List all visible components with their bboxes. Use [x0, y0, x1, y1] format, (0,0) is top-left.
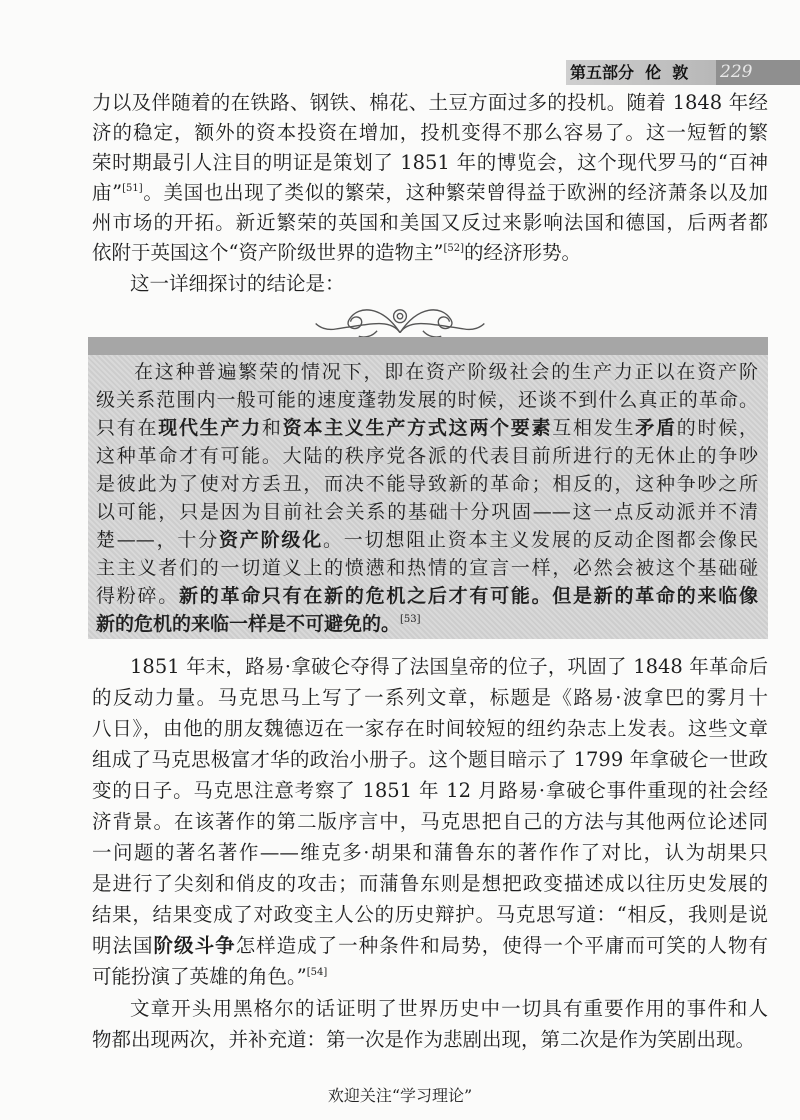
text-span: 力以及伴随着的在铁路、钢铁、棉花、土豆方面过多的投机。随着 1848 年经	[92, 91, 768, 114]
emphasis-text: 阶级斗争	[153, 934, 236, 957]
text-span: 济的稳定，额外的资本投资在增加，投机变得不那么容易了。这一短暂的繁	[92, 121, 768, 144]
text-line	[92, 208, 768, 238]
text-span: 的时候，	[676, 417, 758, 439]
text-line	[96, 554, 758, 582]
text-span: 变的日子。马克思注意考察了 1851 年 12 月路易·拿破仑事件重现的社会经	[92, 779, 768, 802]
text-span: 。美国也出现了类似的繁荣，这种繁荣曾得益于欧洲的经济萧条以及加	[142, 181, 768, 204]
footnote-ref: [51]	[122, 183, 143, 194]
quote-band	[88, 337, 768, 355]
text-span: 1851 年末，路易·拿破仑夺得了法国皇帝的位子，巩固了 1848 年革命后	[130, 655, 768, 678]
text-span: 是彼此为了使对方丢丑，而决不能导致新的革命；相反的，这种争吵之所	[96, 473, 758, 495]
page-number: 229	[716, 60, 800, 85]
text-span: 楚——，十分	[96, 529, 219, 551]
block-quote	[88, 337, 768, 639]
text-line	[92, 238, 768, 268]
text-line	[92, 178, 768, 208]
text-span: 依附于英国这个“资产阶级世界的造物主”	[92, 241, 444, 264]
text-line	[92, 775, 768, 806]
text-span: 明法国	[92, 934, 154, 957]
quote-text	[96, 358, 758, 638]
emphasis-text: 资本主义生产方式这两个要素	[282, 417, 553, 439]
text-line	[92, 682, 768, 713]
page-footer: 欢迎关注“学习理论”	[327, 1086, 473, 1105]
text-line	[92, 148, 768, 178]
text-span: 只有在	[96, 417, 159, 439]
text-span: 文章开头用黑格尔的话证明了世界历史中一切具有重要作用的事件和人	[130, 997, 768, 1020]
text-span: 物都出现两次，并补充道：第一次是作为悲剧出现，第二次是作为笑剧出现。	[92, 1028, 756, 1051]
text-span: 。一切想阻止资本主义发展的反动企图都会像民	[323, 529, 758, 551]
footnote-ref: [54]	[306, 967, 328, 978]
text-line	[96, 470, 758, 498]
text-line	[92, 651, 768, 682]
text-line	[92, 837, 768, 868]
text-line	[92, 744, 768, 775]
emphasis-text: 现代生产力	[158, 417, 262, 439]
text-line	[92, 993, 768, 1024]
text-line	[96, 442, 758, 470]
text-span: 以可能，只是因为目前社会关系的基础十分巩固——这一点反动派并不清	[96, 501, 758, 523]
text-line	[92, 806, 768, 837]
paragraph-continued	[92, 88, 768, 268]
emphasis-text: 新的革命只有在新的危机之后才有可能。但是新的革命的来临像	[178, 585, 758, 607]
text-line	[92, 899, 768, 930]
paragraph-hegel	[92, 993, 768, 1055]
text-line	[96, 582, 758, 610]
text-span: 庙”	[92, 181, 123, 204]
footnote-ref: [52]	[443, 243, 464, 254]
text-line	[96, 414, 758, 442]
text-line	[96, 386, 758, 414]
text-line	[96, 610, 758, 638]
text-span: 一问题的著名著作——维克多·胡果和蒲鲁东的著作作了对比，认为胡果只	[92, 841, 768, 864]
text-line	[92, 868, 768, 899]
text-line	[96, 358, 758, 386]
text-line	[92, 88, 768, 118]
text-span: 主主义者们的一切道义上的愤懑和热情的宣言一样，必然会被这个基础碰	[96, 557, 758, 579]
text-span: 级关系范围内一般可能的速度蓬勃发展的时候，还谈不到什么真正的革命。	[96, 389, 758, 411]
text-span: 州市场的开拓。新近繁荣的英国和美国又反过来影响法国和德国，后两者都	[92, 211, 768, 234]
decorative-ornament-icon	[300, 296, 500, 340]
text-span: 可能扮演了英雄的角色。”	[92, 965, 307, 988]
paragraph-louis-napoleon	[92, 651, 768, 992]
text-line	[92, 268, 768, 299]
text-span: 荣时期最引人注目的明证是策划了 1851 年的博览会，这个现代罗马的“百神	[92, 151, 768, 174]
running-header	[566, 60, 800, 85]
text-span: 在这种普遍繁荣的情况下，即在资产阶级社会的生产力正以在资产阶	[134, 361, 758, 383]
text-span: 得粉碎。	[96, 585, 179, 607]
paragraph-conclusion-intro	[92, 268, 768, 299]
text-line	[96, 498, 758, 526]
text-span: 这种革命才有可能。大陆的秩序党各派的代表目前所进行的无休止的争吵	[96, 445, 758, 467]
text-span: 是进行了尖刻和俏皮的攻击；而蒲鲁东则是想把政变描述成以往历史发展的	[92, 872, 768, 895]
emphasis-text: 矛盾	[635, 417, 677, 439]
emphasis-text: 新的危机的来临一样是不可避免的。	[96, 613, 401, 635]
text-span: 怎样造成了一种条件和局势，使得一个平庸而可笑的人物有	[235, 934, 768, 957]
text-span: 的反动力量。马克思马上写了一系列文章，标题是《路易·波拿巴的雾月十	[92, 686, 768, 709]
text-span: 组成了马克思极富才华的政治小册子。这个题目暗示了 1799 年拿破仑一世政	[92, 748, 768, 771]
footnote-ref: [53]	[400, 614, 421, 625]
text-span: 结果，结果变成了对政变主人公的历史辩护。马克思写道：“相反，我则是说	[92, 903, 768, 926]
emphasis-text: 资产阶级化	[219, 529, 323, 551]
text-span: 的经济形势。	[463, 241, 581, 264]
text-line	[92, 930, 768, 961]
text-line	[92, 1024, 768, 1055]
text-span: 济背景。在该著作的第二版序言中，马克思把自己的方法与其他两位论述同	[92, 810, 768, 833]
section-title: 第五部分 伦 敦	[570, 63, 689, 82]
text-span: 这一详细探讨的结论是：	[130, 272, 345, 295]
text-line	[96, 526, 758, 554]
text-line	[92, 118, 768, 148]
text-span: 和	[261, 417, 283, 439]
text-line	[92, 961, 768, 992]
text-span: 互相发生	[552, 417, 636, 439]
text-span: 八日》，由他的朋友魏德迈在一家存在时间较短的纽约杂志上发表。这些文章	[92, 717, 768, 740]
text-line	[92, 713, 768, 744]
